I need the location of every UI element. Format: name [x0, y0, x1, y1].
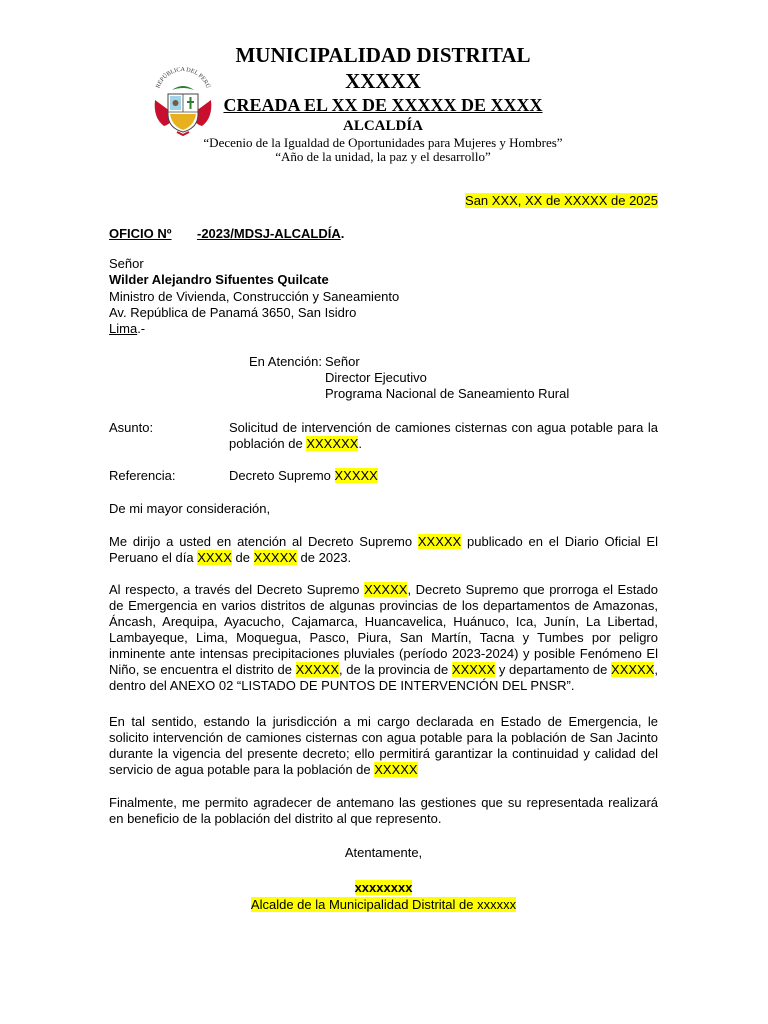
attention-label: En Atención:	[249, 354, 322, 369]
subject-text-line1: Solicitud de intervención de camiones cisternas con agua potable para la	[229, 420, 658, 435]
document-date	[465, 193, 658, 209]
para2-placeholder-4: XXXXX	[611, 662, 655, 677]
greeting: De mi mayor consideración,	[109, 501, 271, 516]
header-creation-date: CREADA EL XX DE XXXXX DE XXXX	[223, 95, 543, 115]
reference-value	[229, 468, 378, 484]
paragraph-2	[109, 582, 658, 694]
signature-name-text: xxxxxxxx	[354, 880, 413, 895]
oficio-number	[109, 226, 344, 242]
para1-text-2: publicado en el Diario Oficial El Peruano el día	[109, 534, 658, 565]
reference-placeholder: XXXXX	[334, 468, 378, 483]
decade-motto: “Decenio de la Igualdad de Oportunidades para Mujeres y Hombres”	[203, 135, 563, 150]
header-district-name: XXXXX	[345, 69, 421, 93]
oficio-dot: .	[340, 226, 345, 241]
subject-text-b: población de	[229, 436, 307, 451]
para2-text-5: , dentro del ANEXO 02 “LISTADO DE PUNTOS DE INTERVENCIÓN DEL PNSR”.	[109, 662, 659, 693]
signature-name	[109, 880, 658, 896]
oficio-prefix: OFICIO Nº	[109, 226, 172, 241]
reference-label: Referencia:	[109, 468, 176, 483]
para2-text-3: , de la provincia de	[339, 662, 452, 677]
para3-placeholder-1: XXXXX	[374, 762, 418, 777]
recipient-city	[109, 321, 145, 337]
attention-line3: Programa Nacional de Saneamiento Rural	[325, 386, 570, 401]
recipient-city-name: Lima	[109, 321, 138, 336]
reference-text: Decreto Supremo	[229, 468, 335, 483]
header-office: ALCALDÍA	[342, 118, 423, 134]
recipient-city-suffix: .-	[137, 321, 146, 336]
para2-text-2: , Decreto Supremo que prorroga el Estado de Emergencia en varios distritos de algunas provincias de los departamentos de Amazonas, Áncash, Arequipa, Ayacucho, Cajamarca, Huancavelica, Huánuco, Ica, Junín, La Libertad, Lambayeque, Lima, Moquegua, Pasco, Piura, San Martín, Tacna y Tumbes por peligro inminente ante intensas precipitaciones pluviales (período 2023-2024) y posible Fenómeno El Niño, se encuentra el distrito de	[109, 582, 659, 677]
recipient-salutation: Señor	[109, 256, 144, 271]
para2-text-1: Al respecto, a través del Decreto Supremo	[109, 582, 365, 597]
attention-line1: Señor	[325, 354, 360, 369]
date-text: San XXX, XX de XXXXX de 2025	[465, 193, 658, 208]
attention-line2: Director Ejecutivo	[325, 370, 427, 385]
subject-placeholder: XXXXXX	[306, 436, 359, 451]
signature-role	[109, 897, 658, 913]
para2-placeholder-3: XXXXX	[451, 662, 496, 677]
para2-placeholder-1: XXXXX	[364, 582, 408, 597]
para1-text-1: Me dirijo a usted en atención al Decreto Supremo	[109, 534, 418, 549]
para1-text-4: de 2023.	[296, 550, 352, 565]
paragraph-3	[109, 714, 658, 778]
subject-label: Asunto:	[109, 420, 154, 435]
para3-text-1: En tal sentido, estando la jurisdicción a mi cargo declarada en Estado de Emergencia, le solicito intervención de camiones cisternas con agua potable para la población de San Jacinto durante la vigencia del presente decreto; ello permitirá garantizar la continuidad y calidad del servicio de agua potable para la población de	[109, 714, 658, 777]
oficio-suffix: -2023/MDSJ-ALCALDÍA	[197, 226, 341, 241]
recipient-title: Ministro de Vivienda, Construcción y Saneamiento	[109, 289, 400, 304]
subject-text-line2	[229, 436, 362, 452]
year-motto: “Año de la unidad, la paz y el desarrollo”	[275, 149, 491, 164]
para1-text-3: de	[231, 550, 254, 565]
para2-placeholder-2: XXXXX	[295, 662, 339, 677]
para2-text-4: y departamento de	[495, 662, 612, 677]
recipient-address: Av. República de Panamá 3650, San Isidro	[109, 305, 357, 320]
para1-placeholder-1: XXXXX	[417, 534, 462, 549]
para1-placeholder-3: XXXXX	[253, 550, 297, 565]
paragraph-1	[109, 534, 658, 566]
seal-text: REPÚBLICA DEL PERÚ	[155, 66, 211, 90]
closing: Atentamente,	[344, 845, 423, 860]
signature-role-text: Alcalde de la Municipalidad Distrital de xxxxxx	[250, 897, 517, 912]
recipient-name: Wilder Alejandro Sifuentes Quilcate	[109, 272, 329, 287]
header-municipality: MUNICIPALIDAD DISTRITAL	[235, 43, 531, 67]
subject-end: .	[358, 436, 362, 451]
paragraph-4: Finalmente, me permito agradecer de antemano las gestiones que su representada realizará en beneficio de la población del distrito al que represento.	[109, 795, 658, 826]
para1-placeholder-2: XXXX	[197, 550, 232, 565]
